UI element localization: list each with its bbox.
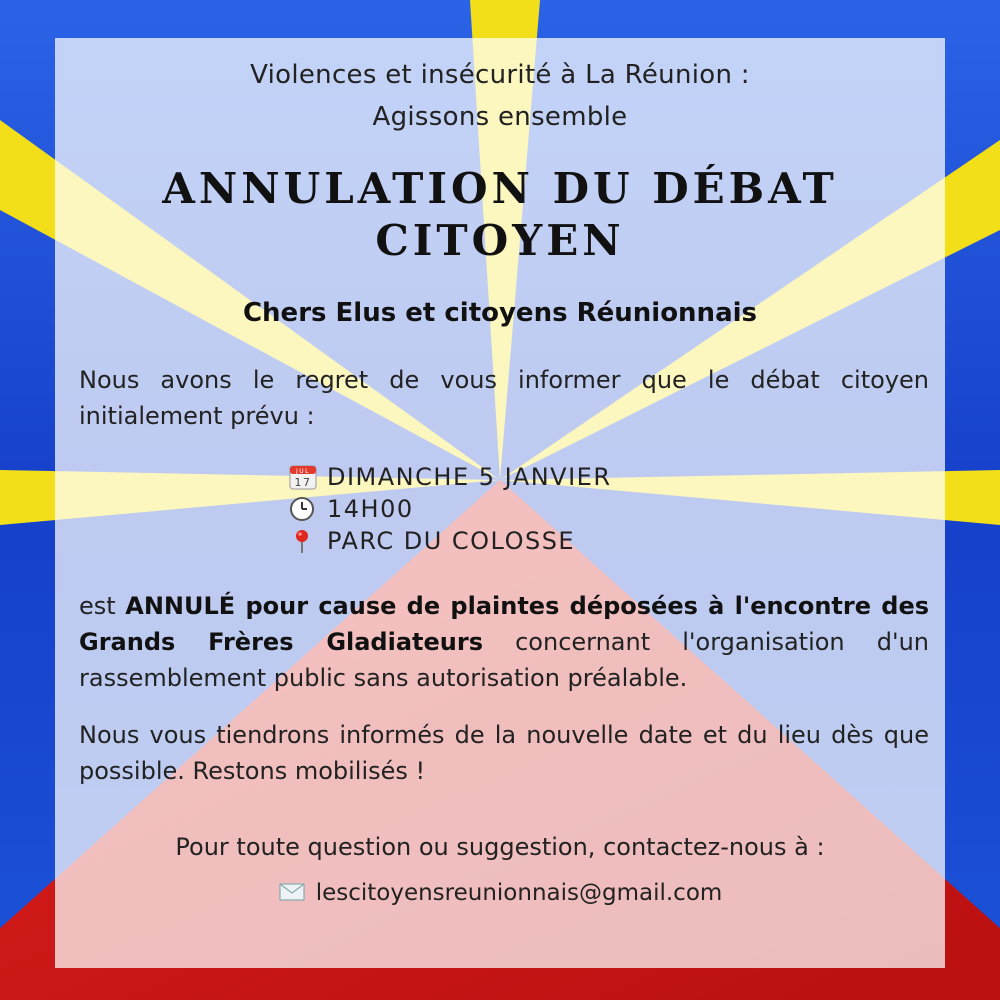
greeting: Chers Elus et citoyens Réunionnais <box>242 298 758 328</box>
location-pin-icon <box>289 528 319 554</box>
cancellation-paragraph <box>79 588 929 696</box>
contact-question: Pour toute question ou suggestion, contactez-nous à : <box>175 833 825 861</box>
header-line-1: Violences et insécurité à La Réunion : <box>250 60 750 90</box>
title-line-2: CITOYEN <box>375 216 625 265</box>
detail-time-text: 14H00 <box>327 495 414 523</box>
announcement-panel <box>55 38 945 968</box>
event-details <box>289 461 612 557</box>
contact-row <box>55 880 945 906</box>
detail-date <box>289 461 612 493</box>
calendar-day: 17 <box>294 476 312 489</box>
detail-location-text: PARC DU COLOSSE <box>327 527 576 555</box>
cancellation-suffix: concernant l'organisation d'un rassemblement public sans autorisation préalable. <box>79 628 929 692</box>
calendar-month: JUL <box>295 468 311 475</box>
title-line-1: ANNULATION DU DÉBAT <box>162 164 838 213</box>
calendar-icon <box>289 464 319 490</box>
intro-paragraph: Nous avons le regret de vous informer que le débat citoyen initialement prévu : <box>79 366 929 430</box>
followup-paragraph: Nous vous tiendrons informés de la nouvelle date et du lieu dès que possible. Restons mobilisés ! <box>79 721 929 785</box>
header-line-2: Agissons ensemble <box>372 102 628 132</box>
detail-date-text: DIMANCHE 5 JANVIER <box>327 463 612 491</box>
cancellation-prefix: est <box>79 592 126 620</box>
detail-location <box>289 525 612 557</box>
cancellation-bold: ANNULÉ pour cause de plaintes déposées à l'encontre des Grands Frères Gladiateurs <box>79 592 930 656</box>
clock-icon <box>289 496 319 522</box>
envelope-icon <box>278 880 308 906</box>
contact-email[interactable]: lescitoyensreunionnais@gmail.com <box>315 880 723 906</box>
detail-time <box>289 493 612 525</box>
